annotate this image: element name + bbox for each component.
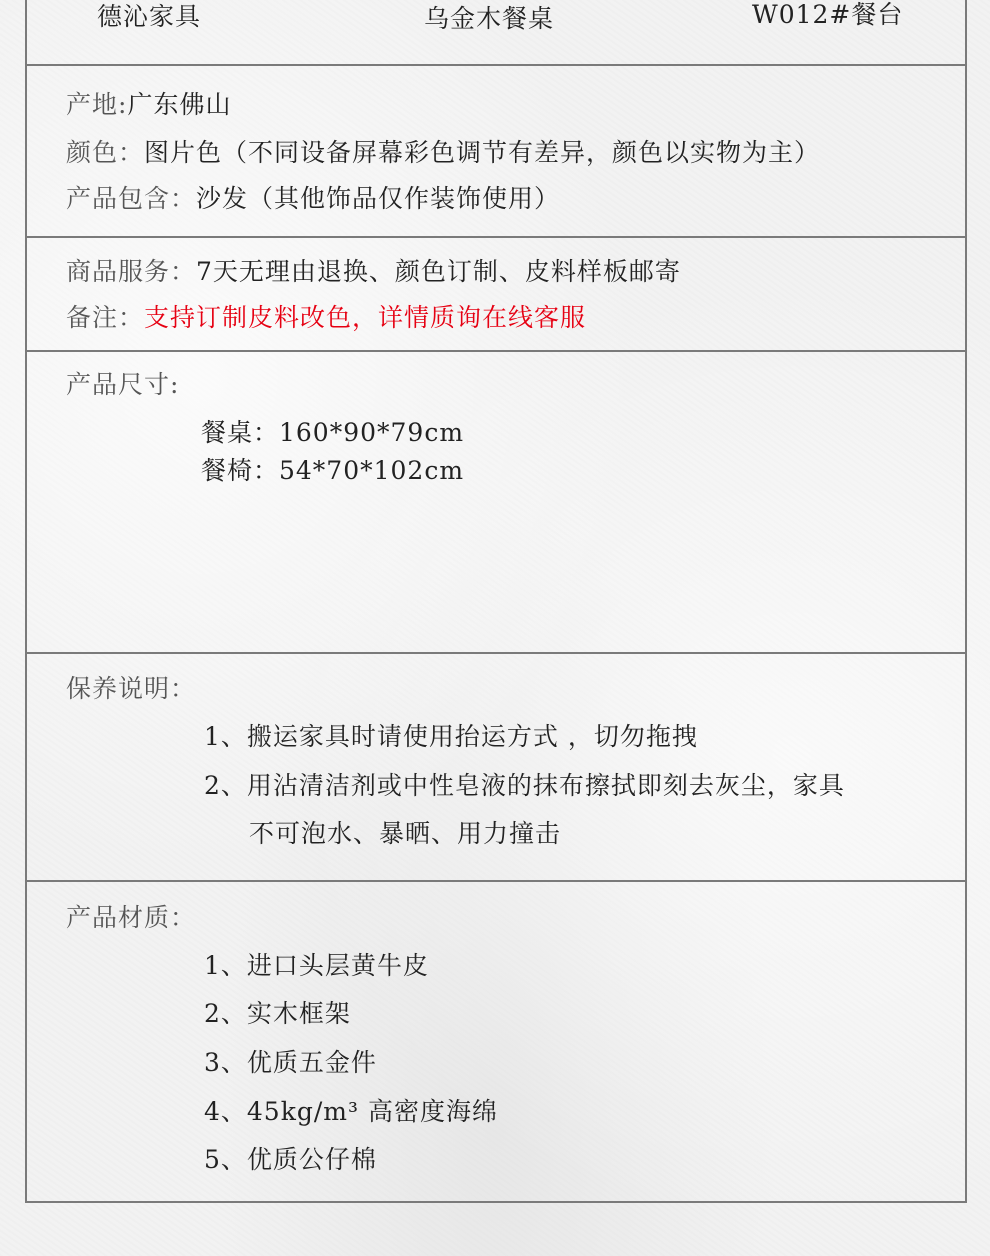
service-label: 商品服务： (66, 257, 197, 286)
brand-name: 德沁家具 (97, 2, 202, 31)
material-item: 5、优质公仔棉 (204, 1145, 377, 1174)
model-number: W012#餐台 (752, 0, 904, 29)
divider (25, 652, 967, 654)
note-label: 备注： (66, 303, 145, 332)
size-item-chair: 餐椅：54*70*102cm (201, 456, 465, 485)
note-value: 支持订制皮料改色，详情质询在线客服 (144, 303, 587, 332)
care-item: 2、用沾清洁剂或中性皂液的抹布擦拭即刻去灰尘，家具 (204, 771, 845, 800)
color-label: 颜色： (66, 138, 145, 167)
size-label: 产品尺寸: (66, 370, 180, 399)
divider (25, 880, 967, 882)
includes-value: 沙发（其他饰品仅作装饰使用） (196, 184, 561, 213)
material-item: 3、优质五金件 (204, 1048, 377, 1077)
care-item-continued: 不可泡水、暴晒、用力撞击 (249, 819, 562, 848)
care-label: 保养说明： (66, 674, 197, 703)
spec-table-frame (25, 0, 967, 1203)
product-name: 乌金木餐桌 (424, 4, 555, 33)
origin-value: 广东佛山 (127, 90, 232, 119)
service-value: 7天无理由退换、颜色订制、皮料样板邮寄 (196, 257, 681, 286)
material-label: 产品材质： (66, 903, 197, 932)
material-item: 4、45kg/m³ 高密度海绵 (204, 1097, 498, 1126)
divider (25, 64, 967, 66)
includes-row (66, 184, 560, 214)
note-row (66, 303, 586, 333)
divider (25, 350, 967, 352)
color-value: 图片色（不同设备屏幕彩色调节有差异，颜色以实物为主） (144, 138, 821, 167)
material-item: 1、进口头层黄牛皮 (204, 951, 429, 980)
service-row (66, 257, 681, 287)
origin-label: 产地: (66, 90, 128, 119)
includes-label: 产品包含： (66, 184, 197, 213)
color-row (66, 138, 820, 168)
origin-row (66, 90, 231, 120)
divider (25, 236, 967, 238)
size-item-table: 餐桌：160*90*79cm (201, 418, 465, 447)
care-item: 1、搬运家具时请使用抬运方式 ，切勿拖拽 (204, 722, 698, 751)
material-item: 2、实木框架 (204, 999, 351, 1028)
